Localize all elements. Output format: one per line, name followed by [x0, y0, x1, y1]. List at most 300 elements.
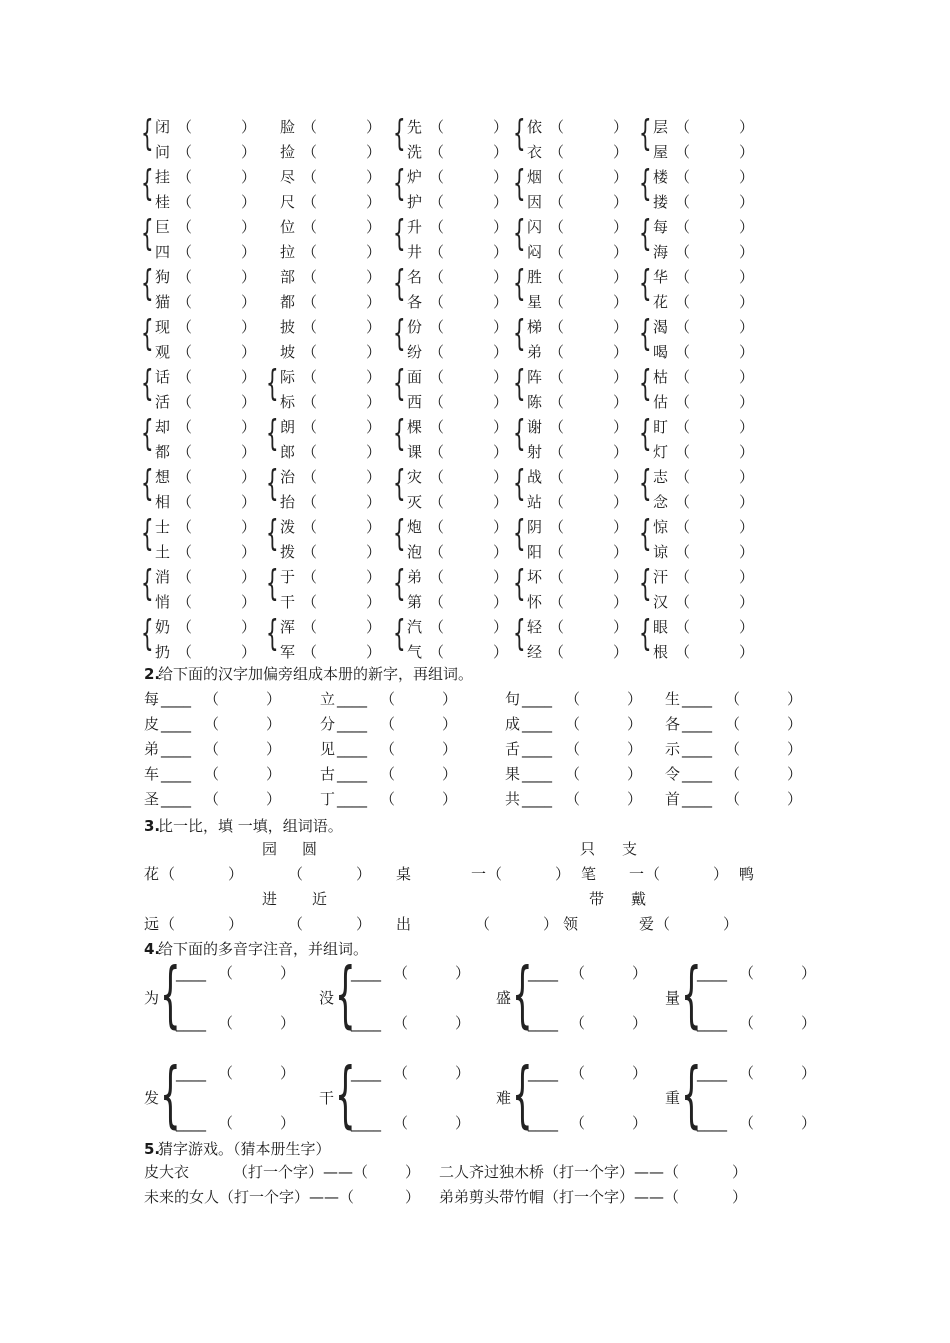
- open-paren: （: [549, 468, 565, 486]
- close-paren: ）: [613, 492, 629, 511]
- word-char: 却: [155, 418, 171, 436]
- word-char: 面: [407, 368, 423, 386]
- word-char: 课: [407, 442, 423, 461]
- close-paren: ）: [241, 142, 257, 161]
- close-paren: ）: [493, 418, 509, 436]
- word-char: 楼: [653, 168, 669, 186]
- open-paren: （: [475, 915, 491, 933]
- open-paren: （: [429, 118, 445, 136]
- open-paren: （: [380, 690, 396, 708]
- section-number: 4.: [144, 940, 161, 958]
- riddle-text: 二人齐过独木桥（打一个字）——（: [439, 1163, 680, 1181]
- close-paren: ）: [613, 318, 629, 336]
- base-char: 弟: [144, 740, 160, 758]
- blank-line: ____: [161, 715, 191, 733]
- word-char: 阵: [527, 368, 543, 386]
- open-paren: （: [429, 568, 445, 586]
- close-paren: ）: [493, 392, 509, 411]
- close-paren: ）: [739, 218, 755, 236]
- blank-line: ____: [176, 964, 206, 982]
- word-char: 志: [653, 468, 669, 486]
- base-char: 见: [320, 740, 336, 758]
- word-char: 脸: [280, 118, 296, 136]
- open-paren: （: [302, 442, 318, 461]
- close-paren: ）: [613, 468, 629, 486]
- open-paren: （: [302, 642, 318, 661]
- word-char: 根: [653, 642, 669, 661]
- word-char: 消: [155, 568, 171, 586]
- left-brace: {: [141, 363, 154, 404]
- hint-char: 圆: [302, 840, 318, 858]
- base-char: 丁: [320, 790, 336, 808]
- word-char: 于: [280, 568, 296, 586]
- close-paren: ）: [493, 268, 509, 286]
- open-paren: （: [675, 142, 691, 161]
- blank-line: ____: [337, 790, 367, 808]
- left-brace: {: [513, 463, 526, 504]
- close-paren: ）: [241, 392, 257, 411]
- open-paren: （: [302, 168, 318, 186]
- blank-line: ____: [161, 765, 191, 783]
- close-paren: ）: [613, 242, 629, 261]
- close-paren: ）: [632, 1064, 648, 1082]
- left-brace: {: [141, 613, 154, 654]
- word-char: 扔: [155, 642, 171, 661]
- open-paren: （: [204, 690, 220, 708]
- open-paren: （: [177, 618, 193, 636]
- left-brace: {: [639, 413, 652, 454]
- close-paren: ）: [613, 592, 629, 611]
- close-paren: ）: [613, 442, 629, 461]
- word-char: 陈: [527, 392, 543, 411]
- open-paren: （: [675, 218, 691, 236]
- close-paren: ）: [613, 392, 629, 411]
- word-char: 问: [155, 142, 171, 161]
- open-paren: （: [177, 318, 193, 336]
- word-char: 干: [280, 592, 296, 611]
- open-paren: （: [429, 492, 445, 511]
- word-char: 活: [155, 392, 171, 411]
- close-paren: ）: [241, 268, 257, 286]
- left-brace: {: [513, 113, 526, 154]
- base-char: 共: [505, 790, 521, 808]
- base-char: 皮: [144, 715, 160, 733]
- word-char: 棵: [407, 418, 423, 436]
- blank-line: ____: [161, 740, 191, 758]
- riddle-text: 未来的女人（打一个字）——（: [144, 1188, 355, 1206]
- close-paren: ）: [739, 342, 755, 361]
- word-char: 出: [396, 915, 412, 933]
- close-paren: ）: [366, 368, 382, 386]
- word-char: 朗: [280, 418, 296, 436]
- open-paren: （: [177, 368, 193, 386]
- open-paren: （: [302, 592, 318, 611]
- open-paren: （: [218, 1064, 234, 1082]
- open-paren: （: [739, 1114, 755, 1132]
- word-char: 拨: [280, 542, 296, 561]
- close-paren: ）: [787, 740, 803, 758]
- close-paren: ）: [241, 568, 257, 586]
- word-char: 炉: [407, 168, 423, 186]
- word-char: 抬: [280, 492, 296, 511]
- close-paren: ）: [493, 242, 509, 261]
- left-brace: {: [639, 163, 652, 204]
- close-paren: ）: [632, 1114, 648, 1132]
- word-char: 远: [144, 915, 160, 933]
- left-brace: {: [141, 513, 154, 554]
- open-paren: （: [177, 542, 193, 561]
- close-paren: ）: [280, 964, 296, 982]
- word-char: 梯: [527, 318, 543, 336]
- base-char: 各: [665, 715, 681, 733]
- open-paren: （: [302, 418, 318, 436]
- open-paren: （: [739, 1064, 755, 1082]
- blank-line: ____: [697, 1064, 727, 1082]
- base-char: 车: [144, 765, 160, 783]
- word-char: 相: [155, 492, 171, 511]
- close-paren: ）: [241, 442, 257, 461]
- close-paren: ）: [241, 642, 257, 661]
- open-paren: （: [302, 368, 318, 386]
- open-paren: （: [177, 292, 193, 311]
- open-paren: （: [675, 542, 691, 561]
- close-paren: ）: [801, 1064, 817, 1082]
- close-paren: ）: [241, 492, 257, 511]
- open-paren: （: [645, 865, 661, 883]
- open-paren: （: [565, 690, 581, 708]
- polyphone-char: 重: [665, 1089, 681, 1107]
- open-paren: （: [725, 690, 741, 708]
- open-paren: （: [380, 790, 396, 808]
- blank-line: ____: [351, 1064, 381, 1082]
- left-brace: {: [639, 563, 652, 604]
- open-paren: （: [675, 292, 691, 311]
- open-paren: （: [204, 790, 220, 808]
- left-brace: {: [160, 952, 181, 1036]
- open-paren: （: [549, 418, 565, 436]
- left-brace: {: [512, 952, 533, 1036]
- word-char: 灯: [653, 442, 669, 461]
- open-paren: （: [218, 1014, 234, 1032]
- open-paren: （: [565, 740, 581, 758]
- open-paren: （: [302, 118, 318, 136]
- open-paren: （: [177, 242, 193, 261]
- close-paren: ）: [739, 392, 755, 411]
- close-paren: ）: [493, 442, 509, 461]
- word-char: 弟: [527, 342, 543, 361]
- open-paren: （: [177, 268, 193, 286]
- close-paren: ）: [627, 715, 643, 733]
- word-char: 升: [407, 218, 423, 236]
- close-paren: ）: [455, 964, 471, 982]
- open-paren: （: [177, 468, 193, 486]
- open-paren: （: [675, 492, 691, 511]
- blank-line: ____: [337, 690, 367, 708]
- polyphone-char: 没: [319, 989, 335, 1007]
- close-paren: ）: [442, 715, 458, 733]
- word-char: 浑: [280, 618, 296, 636]
- close-paren: ）: [366, 292, 382, 311]
- word-char: 领: [563, 915, 579, 933]
- blank-line: ____: [528, 1114, 558, 1132]
- close-paren: ）: [613, 292, 629, 311]
- close-paren: ）: [241, 118, 257, 136]
- section-title: 猜字游戏。（猜本册生字）: [158, 1140, 331, 1158]
- blank-line: ____: [682, 690, 712, 708]
- open-paren: （: [549, 218, 565, 236]
- open-paren: （: [675, 642, 691, 661]
- open-paren: （: [429, 468, 445, 486]
- close-paren: ）: [787, 690, 803, 708]
- open-paren: （: [565, 765, 581, 783]
- blank-line: ____: [337, 715, 367, 733]
- open-paren: （: [487, 865, 503, 883]
- left-brace: {: [160, 1052, 181, 1136]
- left-brace: {: [513, 563, 526, 604]
- open-paren: （: [549, 568, 565, 586]
- open-paren: （: [429, 142, 445, 161]
- open-paren: （: [570, 964, 586, 982]
- word-char: 闷: [527, 242, 543, 261]
- open-paren: （: [429, 168, 445, 186]
- left-brace: {: [681, 952, 702, 1036]
- open-paren: （: [549, 618, 565, 636]
- base-char: 句: [505, 690, 521, 708]
- close-paren: ）: [801, 1114, 817, 1132]
- hint-char: 戴: [631, 890, 647, 908]
- word-char: 泼: [280, 518, 296, 536]
- open-paren: （: [429, 342, 445, 361]
- close-paren: ）: [366, 218, 382, 236]
- left-brace: {: [141, 113, 154, 154]
- blank-line: ____: [682, 740, 712, 758]
- close-paren: ）: [493, 542, 509, 561]
- open-paren: （: [177, 518, 193, 536]
- close-paren: ）: [739, 468, 755, 486]
- close-paren: ）: [613, 418, 629, 436]
- close-paren: ）: [493, 618, 509, 636]
- open-paren: （: [549, 542, 565, 561]
- word-char: 每: [653, 218, 669, 236]
- close-paren: ）: [613, 618, 629, 636]
- close-paren: ）: [241, 468, 257, 486]
- left-brace: {: [639, 363, 652, 404]
- open-paren: （: [177, 142, 193, 161]
- word-char: 猫: [155, 292, 171, 311]
- base-char: 圣: [144, 790, 160, 808]
- open-paren: （: [380, 765, 396, 783]
- left-brace: {: [141, 563, 154, 604]
- word-char: 鸭: [739, 865, 755, 883]
- close-paren: ）: [723, 915, 739, 933]
- close-paren: ）: [739, 442, 755, 461]
- close-paren: ）: [543, 915, 559, 933]
- close-paren: ）: [632, 1014, 648, 1032]
- hint-char: 只: [580, 840, 596, 858]
- section-title: 给下面的多音字注音，并组词。: [158, 940, 369, 958]
- blank-line: ____: [682, 715, 712, 733]
- open-paren: （: [565, 715, 581, 733]
- open-paren: （: [549, 518, 565, 536]
- left-brace: {: [266, 463, 279, 504]
- blank-line: ____: [682, 790, 712, 808]
- close-paren: ）: [493, 368, 509, 386]
- word-char: 汽: [407, 618, 423, 636]
- blank-line: ____: [522, 790, 552, 808]
- left-brace: {: [393, 313, 406, 354]
- open-paren: （: [302, 542, 318, 561]
- open-paren: （: [429, 392, 445, 411]
- close-paren: ）: [266, 740, 282, 758]
- close-paren: ）: [366, 268, 382, 286]
- riddle-text: （打一个字）——（: [233, 1163, 369, 1181]
- hint-char: 进: [262, 890, 278, 908]
- close-paren: ）: [241, 218, 257, 236]
- word-char: 桌: [396, 865, 412, 883]
- open-paren: （: [429, 218, 445, 236]
- open-paren: （: [429, 242, 445, 261]
- left-brace: {: [266, 363, 279, 404]
- open-paren: （: [302, 218, 318, 236]
- word-char: 护: [407, 192, 423, 211]
- left-brace: {: [639, 213, 652, 254]
- close-paren: ）: [356, 915, 372, 933]
- base-char: 令: [665, 765, 681, 783]
- left-brace: {: [393, 463, 406, 504]
- close-paren: ）: [739, 168, 755, 186]
- word-char: 奶: [155, 618, 171, 636]
- open-paren: （: [549, 142, 565, 161]
- close-paren: ）: [493, 568, 509, 586]
- close-paren: ）: [241, 368, 257, 386]
- close-paren: ）: [739, 268, 755, 286]
- left-brace: {: [512, 1052, 533, 1136]
- open-paren: （: [429, 642, 445, 661]
- left-brace: {: [393, 613, 406, 654]
- left-brace: {: [393, 563, 406, 604]
- left-brace: {: [141, 463, 154, 504]
- left-brace: {: [266, 413, 279, 454]
- open-paren: （: [177, 218, 193, 236]
- open-paren: （: [177, 118, 193, 136]
- word-char: 纷: [407, 342, 423, 361]
- word-char: 谅: [653, 542, 669, 561]
- left-brace: {: [639, 463, 652, 504]
- close-paren: ）: [493, 218, 509, 236]
- close-paren: ）: [366, 142, 382, 161]
- close-paren: ）: [739, 518, 755, 536]
- word-char: 现: [155, 318, 171, 336]
- close-paren: ）: [493, 592, 509, 611]
- left-brace: {: [141, 313, 154, 354]
- close-paren: ）: [228, 915, 244, 933]
- blank-line: ____: [351, 1114, 381, 1132]
- word-char: 炮: [407, 518, 423, 536]
- close-paren: ）: [241, 292, 257, 311]
- open-paren: （: [675, 468, 691, 486]
- base-char: 果: [505, 765, 521, 783]
- close-paren: ）: [241, 542, 257, 561]
- close-paren: ）: [739, 418, 755, 436]
- word-char: 华: [653, 268, 669, 286]
- open-paren: （: [177, 568, 193, 586]
- word-char: 花: [653, 292, 669, 311]
- left-brace: {: [141, 263, 154, 304]
- close-paren: ）: [613, 218, 629, 236]
- close-paren: ）: [493, 642, 509, 661]
- word-char: 惊: [653, 518, 669, 536]
- left-brace: {: [639, 113, 652, 154]
- close-paren: ）: [442, 790, 458, 808]
- polyphone-char: 难: [496, 1089, 512, 1107]
- word-char: 笔: [581, 865, 597, 883]
- word-char: 悄: [155, 592, 171, 611]
- close-paren: ）: [787, 790, 803, 808]
- close-paren: ）: [732, 1163, 748, 1181]
- left-brace: {: [513, 613, 526, 654]
- close-paren: ）: [613, 268, 629, 286]
- left-brace: {: [335, 952, 356, 1036]
- word-char: 坡: [280, 342, 296, 361]
- left-brace: {: [393, 263, 406, 304]
- word-char: 泡: [407, 542, 423, 561]
- open-paren: （: [549, 192, 565, 211]
- open-paren: （: [549, 242, 565, 261]
- word-char: 气: [407, 642, 423, 661]
- open-paren: （: [675, 118, 691, 136]
- left-brace: {: [513, 263, 526, 304]
- close-paren: ）: [739, 542, 755, 561]
- word-char: 喝: [653, 342, 669, 361]
- base-char: 分: [320, 715, 336, 733]
- close-paren: ）: [613, 518, 629, 536]
- word-char: 搂: [653, 192, 669, 211]
- word-char: 挂: [155, 168, 171, 186]
- close-paren: ）: [739, 192, 755, 211]
- word-char: 灾: [407, 468, 423, 486]
- base-char: 古: [320, 765, 336, 783]
- blank-line: ____: [161, 690, 191, 708]
- close-paren: ）: [613, 168, 629, 186]
- word-char: 花: [144, 865, 160, 883]
- word-char: 第: [407, 592, 423, 611]
- close-paren: ）: [739, 592, 755, 611]
- close-paren: ）: [613, 142, 629, 161]
- base-char: 生: [665, 690, 681, 708]
- word-char: 星: [527, 292, 543, 311]
- close-paren: ）: [280, 1014, 296, 1032]
- base-char: 成: [505, 715, 521, 733]
- open-paren: （: [177, 168, 193, 186]
- open-paren: （: [549, 442, 565, 461]
- open-paren: （: [739, 1014, 755, 1032]
- left-brace: {: [639, 313, 652, 354]
- word-char: 阳: [527, 542, 543, 561]
- word-char: 估: [653, 392, 669, 411]
- open-paren: （: [675, 392, 691, 411]
- word-char: 闭: [155, 118, 171, 136]
- left-brace: {: [639, 513, 652, 554]
- close-paren: ）: [732, 1188, 748, 1206]
- word-char: 狗: [155, 268, 171, 286]
- open-paren: （: [177, 642, 193, 661]
- word-char: 桂: [155, 192, 171, 211]
- close-paren: ）: [493, 192, 509, 211]
- open-paren: （: [302, 468, 318, 486]
- open-paren: （: [302, 568, 318, 586]
- close-paren: ）: [280, 1114, 296, 1132]
- open-paren: （: [380, 740, 396, 758]
